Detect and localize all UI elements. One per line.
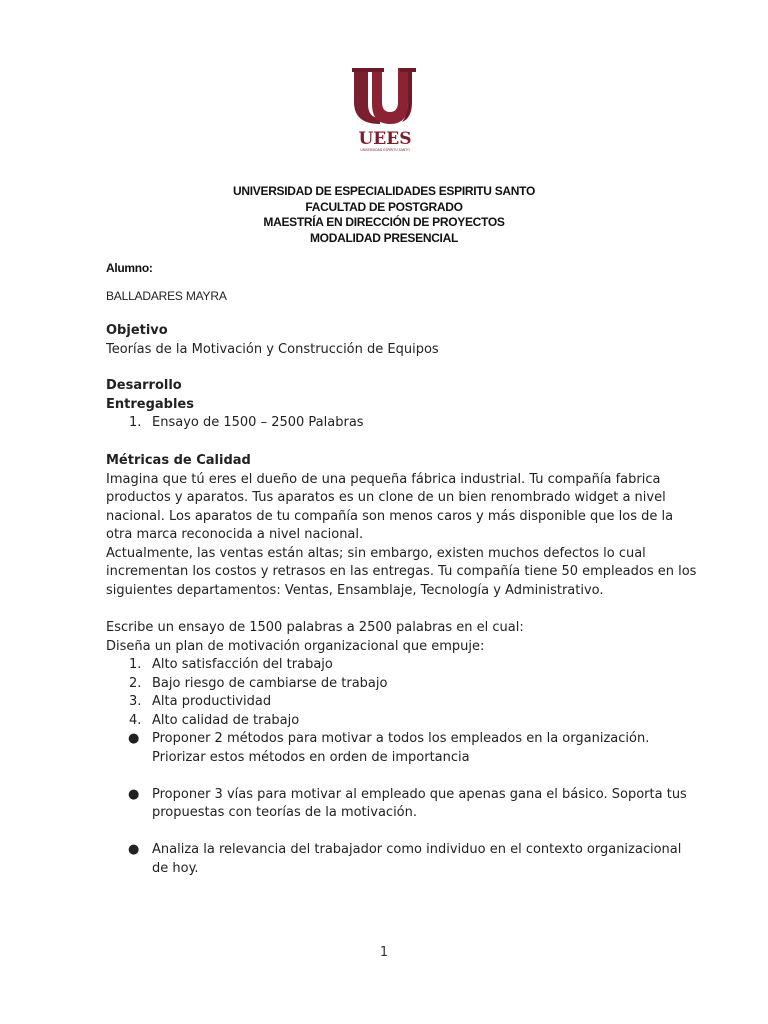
paragraph-line: incrementan los costos y retrasos en las entregas. Tu compañía tiene 50 empleados en los (106, 564, 697, 579)
bullet-text: Proponer 3 vías para motivar al empleado que apenas gana el básico. Soporta tus (152, 786, 687, 802)
bullet-text: propuestas con teorías de la motivación. (152, 805, 418, 820)
logo-text: UEES (358, 129, 412, 149)
metricas-title: Métricas de Calidad (106, 453, 251, 468)
student-label: Alumno: (106, 261, 153, 275)
faculty-name: FACULTAD DE POSTGRADO (305, 199, 463, 214)
list-text: Alta productividad (152, 694, 272, 709)
paragraph-line: otra marca reconocida a nivel nacional. (106, 527, 364, 542)
desarrollo-section (106, 377, 686, 433)
bullet-icon: ● (128, 731, 140, 746)
list-number: 1. (129, 415, 142, 430)
list-number: 4. (129, 712, 142, 728)
bullet-text: Priorizar estos métodos en orden de importancia (152, 749, 470, 765)
objetivo-title: Objetivo (106, 323, 168, 338)
paragraph-line: Imagina que tú eres el dueño de una pequeña fábrica industrial. Tu compañía fabrica (106, 471, 661, 487)
paragraph-line: siguientes departamentos: Ventas, Ensamblaje, Tecnología y Administrativo. (106, 582, 604, 598)
entregables-title: Entregables (106, 396, 194, 412)
paragraph-line: Diseña un plan de motivación organizacional que empuje: (106, 638, 485, 654)
list-item (106, 693, 686, 712)
bullet-item (106, 786, 686, 823)
desarrollo-title: Desarrollo (106, 378, 182, 393)
logo-tagline: UNIVERSIDAD ESPIRITU SANTO (360, 148, 410, 152)
bullet-text: Analiza la relevancia del trabajador como individuo en el contexto organizacional (152, 842, 682, 857)
paragraph-line: Actualmente, las ventas están altas; sin embargo, existen muchos defectos lo cual (106, 545, 646, 561)
modality: MODALIDAD PRESENCIAL (309, 230, 458, 245)
list-item (106, 712, 686, 731)
paragraph-line: nacional. Los aparatos de tu compañía son menos caros y más disponible que los de la (106, 508, 674, 524)
list-number: 3. (129, 694, 142, 709)
uees-logo-mark (350, 66, 420, 152)
objetivo-text: Teorías de la Motivación y Construcción de Equipos (106, 341, 439, 357)
objetivo-section (106, 322, 686, 359)
page-number: 1 (379, 945, 389, 960)
list-item (106, 675, 686, 694)
list-text: Alto satisfacción del trabajo (152, 657, 333, 672)
bullet-item (106, 841, 686, 878)
paragraph-line: productos y aparatos. Tus aparatos es un clone de un bien renombrado widget a nivel (106, 490, 666, 505)
bullet-text: Proponer 2 métodos para motivar a todos los empleados en la organización. (152, 731, 650, 746)
list-text: Ensayo de 1500 – 2500 Palabras (152, 415, 364, 430)
bullet-icon: ● (128, 786, 140, 802)
bullet-item (106, 730, 686, 767)
program-name: MAESTRÍA EN DIRECCIÓN DE PROYECTOS (263, 215, 505, 229)
list-text: Bajo riesgo de cambiarse de trabajo (152, 675, 388, 691)
list-number: 1. (129, 657, 142, 672)
university-name: UNIVERSIDAD DE ESPECIALIDADES ESPIRITU SANTO (233, 184, 535, 198)
instructions-section (106, 619, 686, 878)
bullet-icon: ● (128, 842, 140, 857)
list-item (106, 414, 686, 433)
list-number: 2. (129, 675, 142, 691)
document-heading (0, 184, 768, 246)
list-item (106, 656, 686, 675)
list-text: Alto calidad de trabajo (152, 712, 300, 728)
uees-logo (350, 66, 420, 152)
bullet-text: de hoy. (152, 860, 199, 876)
student-name: BALLADARES MAYRA (106, 289, 227, 303)
metricas-section (106, 452, 697, 600)
paragraph-line: Escribe un ensayo de 1500 palabras a 2500 palabras en el cual: (106, 620, 524, 635)
